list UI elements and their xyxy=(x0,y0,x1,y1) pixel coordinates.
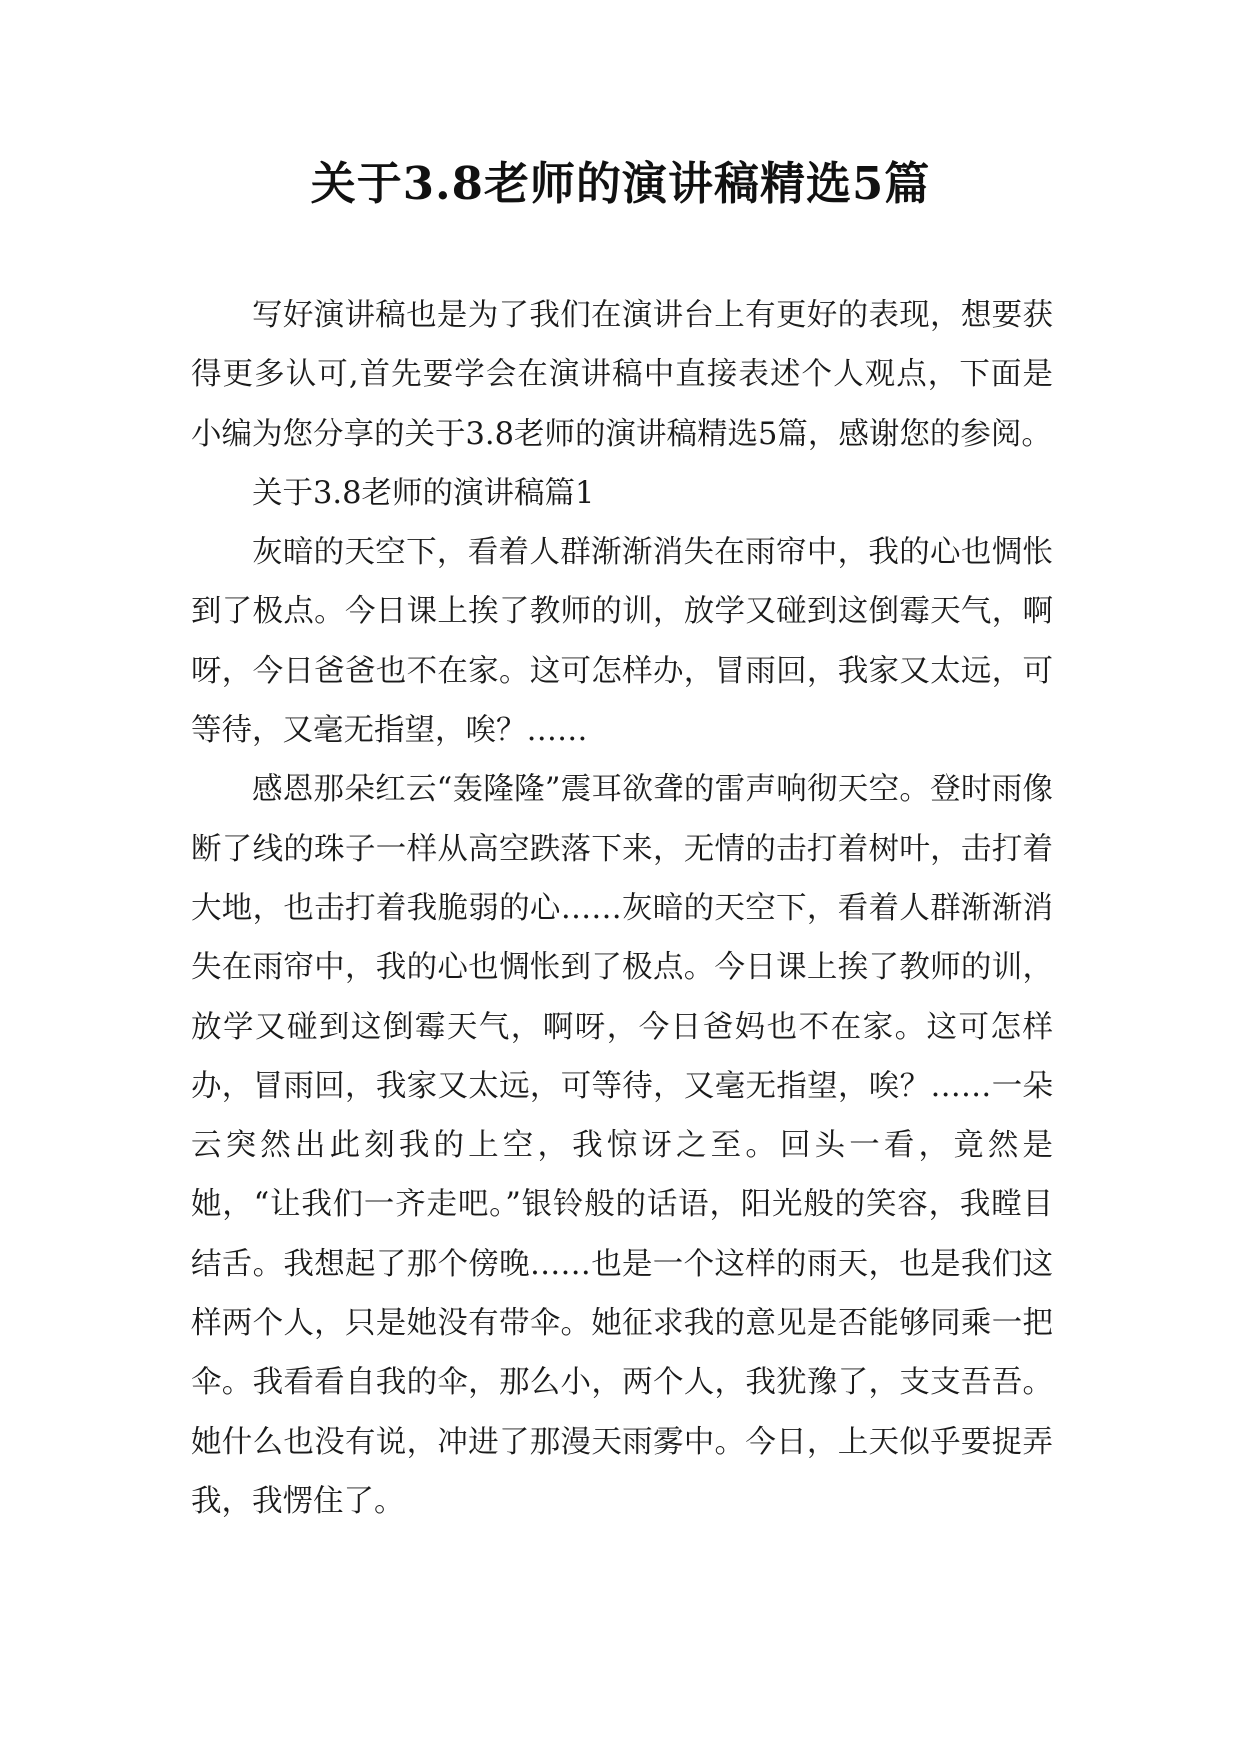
document-title: 关于3.8老师的演讲稿精选5篇 xyxy=(310,157,931,210)
document-body xyxy=(191,286,1053,1531)
body-paragraph: 灰暗的天空下，看着人群渐渐消失在雨帘中，我的心也惆怅到了极点。今日课上挨了教师的训，放学又碰到这倒霉天气，啊呀，今日爸爸也不在家。这可怎样办，冒雨回，我家又太远，可等待，又毫无指望，唉？…… xyxy=(191,535,1053,749)
section-heading: 关于3.8老师的演讲稿篇1 xyxy=(252,475,595,511)
intro-paragraph: 写好演讲稿也是为了我们在演讲台上有更好的表现，想要获得更多认可,首先要学会在演讲稿中直接表述个人观点，下面是小编为您分享的关于3.8老师的演讲稿精选5篇，感谢您的参阅。 xyxy=(191,298,1053,452)
body-paragraph: 感恩那朵红云“轰隆隆”震耳欲聋的雷声响彻天空。登时雨像断了线的珠子一样从高空跌落下来，无情的击打着树叶，击打着大地，也击打着我脆弱的心……灰暗的天空下，看着人群渐渐消失在雨帘中，我的心也惆怅到了极点。今日课上挨了教师的训，放学又碰到这倒霉天气，啊呀，今日爸妈也不在家。这可怎样办，冒雨回，我家又太远，可等待，又毫无指望，唉？……一朵云突然出此刻我的上空，我惊讶之至。回头一看，竟然是她，“让我们一齐走吧。”银铃般的话语，阳光般的笑容，我瞠目结舌。我想起了那个傍晚……也是一个这样的雨天，也是我们这样两个人，只是她没有带伞。她征求我的意见是否能够同乘一把伞。我看看自我的伞，那么小，两个人，我犹豫了，支支吾吾。她什么也没有说，冲进了那漫天雨雾中。今日，上天似乎要捉弄我，我愣住了。 xyxy=(191,772,1053,1519)
